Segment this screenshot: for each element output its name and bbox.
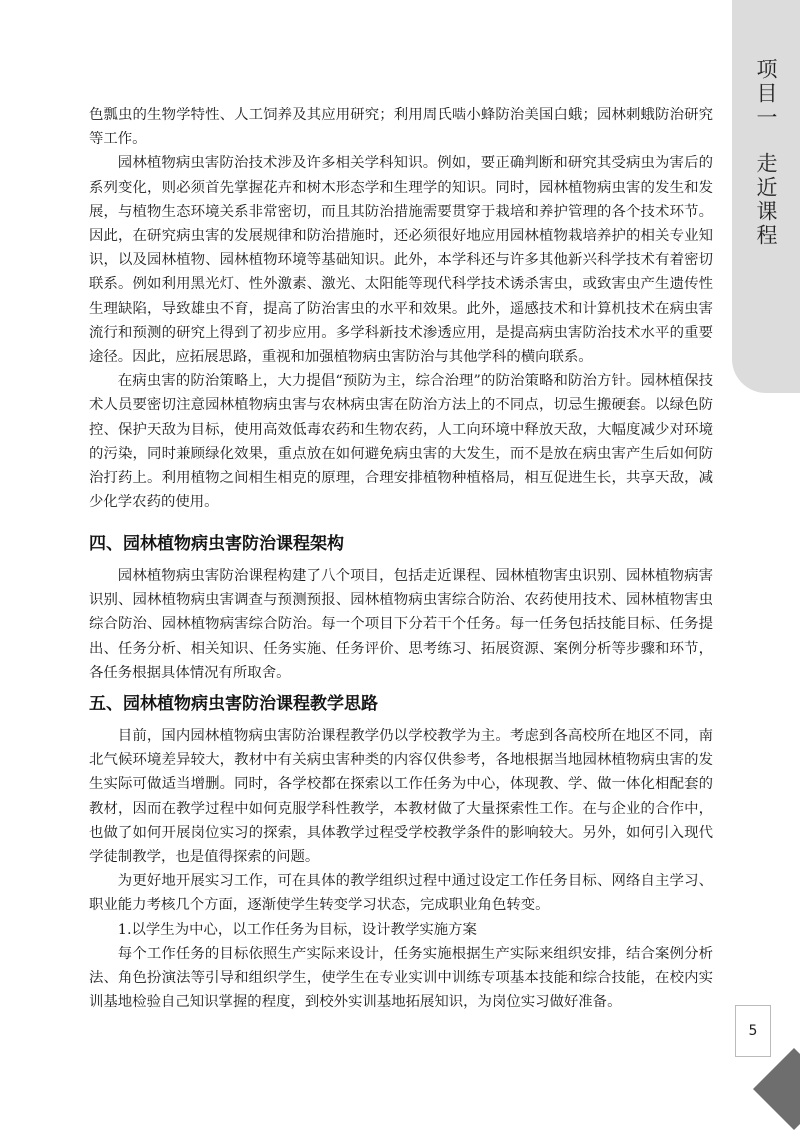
body-section-1 bbox=[89, 103, 713, 514]
paragraph-task-design: 每个工作任务的目标依照生产实际来设计，任务实施根据生产实际来组织安排，结合案例分析法、角色扮演法等引导和组织学生，使学生在专业实训中训练专项基本技能和综合技能，在校内实训基地检验自己知识掌握的程度，到校外实训基地拓展知识，为岗位实习做好准备。 bbox=[89, 945, 713, 1011]
section-heading-4: 四、园林植物病虫害防治课程架构 bbox=[89, 534, 344, 554]
side-tab-project: 项目一 bbox=[754, 58, 778, 130]
paragraph-continued: 色瓢虫的生物学特性、人工饲养及其应用研究；利用周氏啮小蜂防治美国白蛾；园林刺蛾防治研究等工作。 bbox=[89, 107, 713, 148]
corner-decoration bbox=[753, 1048, 800, 1130]
side-tab-title bbox=[742, 58, 790, 248]
paragraph-course-structure: 园林植物病虫害防治课程构建了八个项目，包括走近课程、园林植物害虫识别、园林植物病害识别、园林植物病虫害调查与预测预报、园林植物病虫害综合防治、农药使用技术、园林植物害虫综合防治、园林植物病害综合防治。每一个项目下分若干个任务。每一任务包括技能目标、任务提出、任务分析、相关知识、任务实施、任务评价、思考练习、拓展资源、案例分析等步骤和环节，各任务根据具体情况有所取舍。 bbox=[89, 568, 713, 681]
page-number: 5 bbox=[735, 1005, 771, 1057]
paragraph-teaching-status: 目前，国内园林植物病虫害防治课程教学仍以学校教学为主。考虑到各高校所在地区不同，南北气候环境差异较大，教材中有关病虫害种类的内容仅供参考，各地根据当地园林植物病虫害的发生实际可做适当增删。同时，各学校都在探索以工作任务为中心，体现教、学、做一体化相配套的教材，因而在教学过程中如何克服学科性教学，本教材做了大量探索性工作。在与企业的合作中，也做了如何开展岗位实习的探索，具体教学过程受学校教学条件的影响较大。另外，如何引入现代学徒制教学，也是值得探索的问题。 bbox=[89, 728, 713, 866]
paragraph-internship: 为更好地开展实习工作，可在具体的教学组织过程中通过设定工作任务目标、网络自主学习、职业能力考核几个方面，逐渐使学生转变学习状态，完成职业角色转变。 bbox=[89, 873, 713, 914]
side-tab-chapter: 走近课程 bbox=[754, 152, 778, 248]
body-section-3 bbox=[89, 724, 713, 1014]
paragraph-related-disciplines: 园林植物病虫害防治技术涉及许多相关学科知识。例如，要正确判断和研究其受病虫为害后的系列变化，则必须首先掌握花卉和树木形态学和生理学的知识。同时，园林植物病虫害的发生和发展，与植物生态环境关系非常密切，而且其防治措施需要贯穿于栽培和养护管理的各个技术环节。因此，在研究病虫害的发展规律和防治措施时，还必须很好地应用园林植物栽培养护的相关专业知识，以及园林植物、园林植物环境等基础知识。此外，本学科还与许多其他新兴科学技术有着密切联系。例如利用黑光灯、性外激素、激光、太阳能等现代科学技术诱杀害虫，或致害虫产生遗传性生理缺陷，导致雄虫不育，提高了防治害虫的水平和效果。此外，遥感技术和计算机技术在病虫害流行和预测的研究上得到了初步应用。多学科新技术渗透应用，是提高病虫害防治技术水平的重要途径。因此，应拓展思路，重视和加强植物病虫害防治与其他学科的横向联系。 bbox=[89, 155, 713, 366]
body-section-2 bbox=[89, 564, 713, 685]
paragraph-control-strategy: 在病虫害的防治策略上，大力提倡“预防为主，综合治理”的防治策略和防治方针。园林植保技术人员要密切注意园林植物病虫害与农林病虫害在防治方法上的不同点，切忌生搬硬套。以绿色防控、保护天敌为目标，使用高效低毒农药和生物农药，人工向环境中释放天敌，大幅度减少对环境的污染，同时兼顾绿化效果，重点放在如何避免病虫害的大发生，而不是放在病虫害产生后如何防治打药上。利用植物之间相生相克的原理，合理安排植物种植格局，相互促进生长，共享天敌，减少化学农药的使用。 bbox=[89, 373, 713, 511]
subheading-1: 1.以学生为中心，以工作任务为目标，设计教学实施方案 bbox=[117, 921, 477, 938]
section-heading-5: 五、园林植物病虫害防治课程教学思路 bbox=[89, 694, 378, 714]
